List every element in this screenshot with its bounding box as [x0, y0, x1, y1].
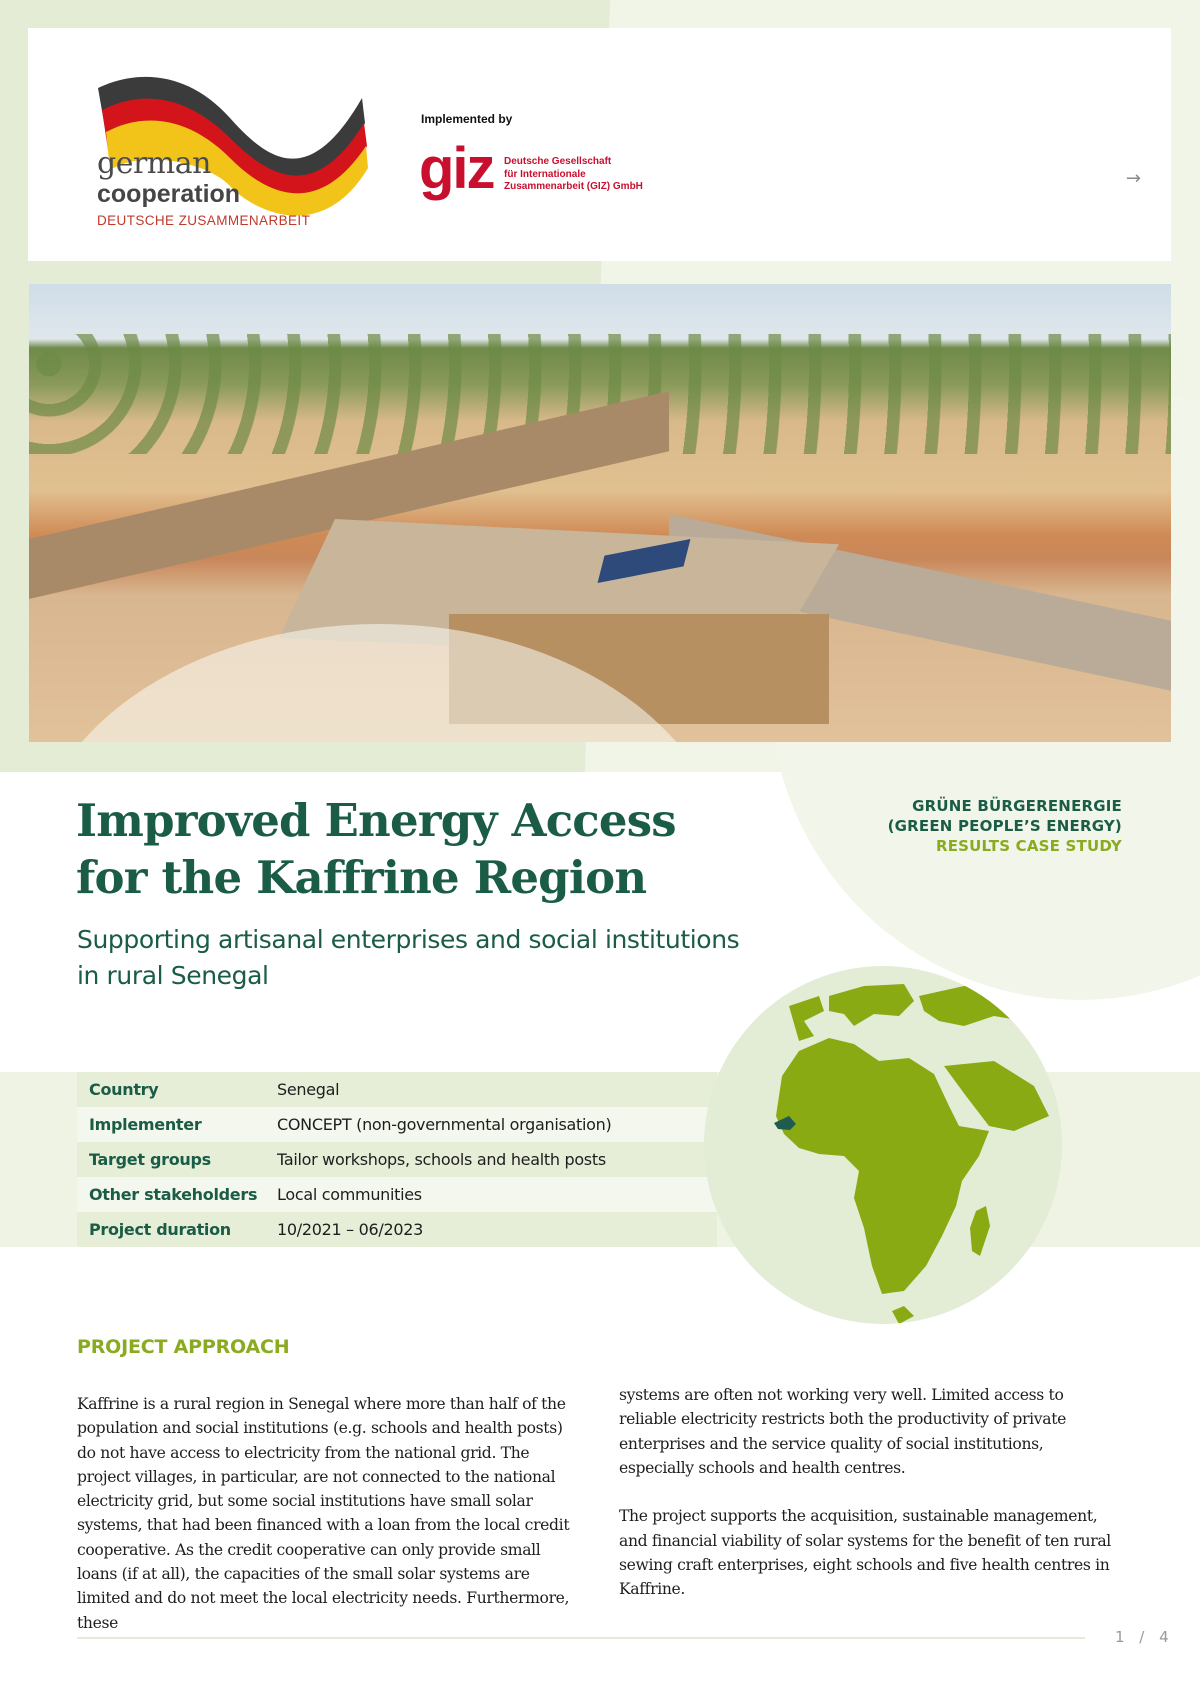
page-title — [76, 792, 676, 906]
fact-label: Other stakeholders — [89, 1185, 258, 1204]
implemented-by-label: Implemented by — [421, 112, 513, 126]
logo-deutsche-zusammenarbeit-text: DEUTSCHE ZUSAMMENARBEIT — [97, 213, 311, 228]
section-heading-project-approach: PROJECT APPROACH — [77, 1336, 290, 1358]
title-line-2: for the Kaffrine Region — [76, 851, 647, 904]
giz-logo: giz — [419, 136, 494, 201]
page-number: 1 / 4 — [1115, 1628, 1171, 1646]
giz-line-1: Deutsche Gesellschaft — [504, 156, 612, 167]
approach-column-right — [619, 1383, 1119, 1602]
header-logos-card — [28, 28, 1171, 261]
series-line-2: (GREEN PEOPLE’S ENERGY) — [887, 817, 1122, 835]
subtitle-line-2: in rural Senegal — [77, 961, 269, 990]
project-facts-table — [77, 1072, 717, 1247]
title-line-1: Improved Energy Access — [76, 794, 676, 847]
arrow-right-icon[interactable]: → — [1125, 168, 1141, 189]
fact-value: Senegal — [277, 1080, 340, 1099]
fact-label: Implementer — [89, 1115, 202, 1134]
series-label — [888, 796, 1122, 856]
giz-line-3: Zusammenarbeit (GIZ) GmbH — [504, 181, 643, 192]
fact-label: Project duration — [89, 1220, 231, 1239]
giz-name — [504, 156, 643, 194]
footer-divider — [77, 1637, 1085, 1639]
giz-line-2: für Internationale — [504, 168, 586, 180]
subtitle-line-1: Supporting artisanal enterprises and social institutions — [77, 925, 740, 954]
fact-value: CONCEPT (non-governmental organisation) — [277, 1115, 612, 1134]
fact-row-other-stakeholders — [77, 1177, 717, 1212]
logo-german-text: german — [97, 146, 211, 181]
fact-value: 10/2021 – 06/2023 — [277, 1220, 424, 1239]
fact-value: Local communities — [277, 1185, 422, 1204]
series-line-1: GRÜNE BÜRGERENERGIE — [912, 797, 1122, 815]
series-line-3: RESULTS CASE STUDY — [935, 837, 1122, 855]
fact-row-country — [77, 1072, 717, 1107]
approach-paragraph-2: systems are often not working very well. Limited access to reliable electricity restricts both the productivity of private enterprises and the service quality of social institutions, especially schools and health centres. — [619, 1386, 1066, 1477]
globe-map-senegal-icon — [704, 966, 1062, 1324]
fact-value: Tailor workshops, schools and health posts — [277, 1150, 606, 1169]
logo-cooperation-text: cooperation — [97, 180, 241, 208]
hero-photo-school-with-solar-panel — [29, 284, 1171, 742]
fact-label: Target groups — [89, 1150, 211, 1169]
fact-row-project-duration — [77, 1212, 717, 1247]
approach-paragraph-3: The project supports the acquisition, sustainable management, and financial viability of solar systems for the benefit of ten rural sewing craft enterprises, eight schools and five health centres in Kaffrine. — [619, 1507, 1111, 1599]
approach-paragraph-1: Kaffrine is a rural region in Senegal where more than half of the population and social institutions (e.g. schools and health posts) do not have access to electricity from the national grid. The project villages, in particular, are not connected to the national electricity grid, but some social institutions have small solar systems, that had been financed with a loan from the local credit cooperative. As the credit cooperative can only provide small loans (if at all), the capacities of the small solar systems are limited and do not meet the local electricity needs. Furthermore, these — [77, 1395, 570, 1632]
page-subtitle — [77, 922, 739, 994]
fact-label: Country — [89, 1080, 159, 1099]
fact-row-implementer — [77, 1107, 717, 1142]
fact-row-target-groups — [77, 1142, 717, 1177]
approach-column-left — [77, 1392, 577, 1635]
